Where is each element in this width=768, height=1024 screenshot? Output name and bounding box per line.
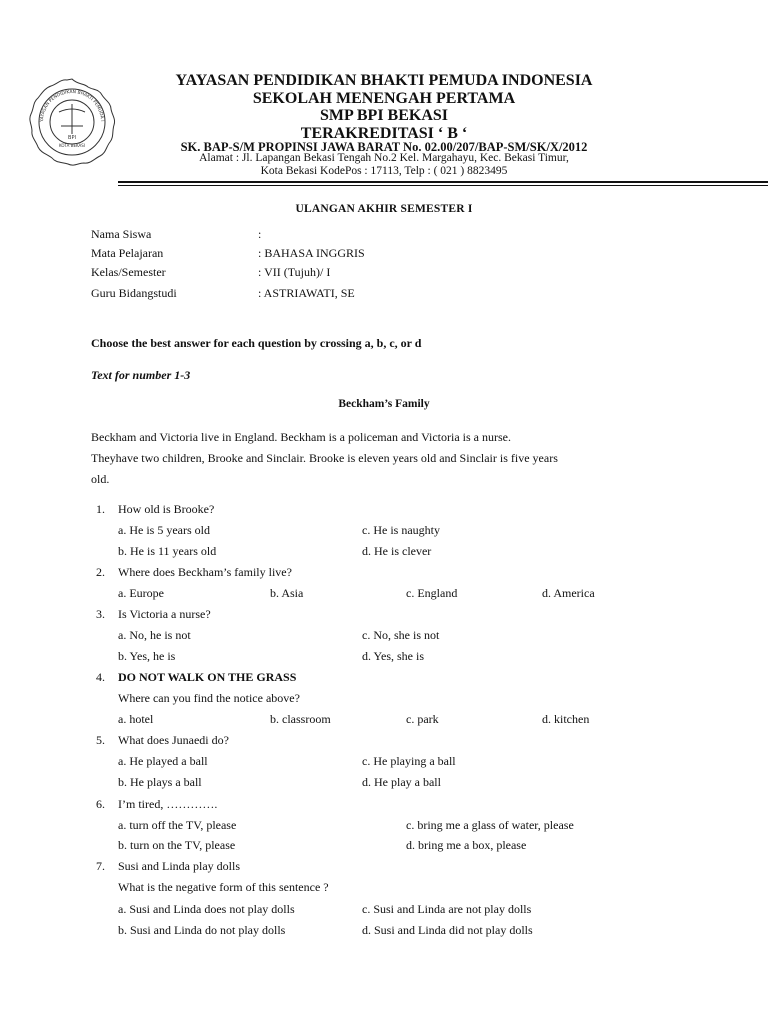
question-text: How old is Brooke? [118,502,215,516]
option-c: c. bring me a glass of water, please [406,818,574,832]
logo-arc-text: YAYASAN PENDIDIKAN BHAKTI PEMUDA I [39,89,105,123]
question-text: I’m tired, …………. [118,797,218,811]
option-d: d. bring me a box, please [406,838,527,852]
school-name: SMP BPI BEKASI [319,107,449,124]
instruction: Choose the best answer for each question by crossing a, b, c, or d [91,336,422,350]
question-number: 5. [96,733,105,747]
address-line-2: Kota Bekasi KodePos : 17113, Telp : ( 021 ) 8823495 [260,165,508,177]
option-a: a. No, he is not [118,628,191,642]
passage-title: Beckham’s Family [338,398,430,410]
accreditation: TERAKREDITASI ‘ B ‘ [300,125,468,142]
info-value-name: : [258,227,262,241]
address-line-1: Alamat : Jl. Lapangan Bekasi Tengah No.2 Kel. Margahayu, Kec. Bekasi Timur, [199,152,569,164]
option-d: d. Yes, she is [362,649,425,663]
option-b: b. He plays a ball [118,775,202,789]
exam-title: ULANGAN AKHIR SEMESTER I [295,203,473,215]
info-value-subject: : BAHASA INGGRIS [258,246,365,260]
option-d: d. kitchen [542,712,590,726]
option-b: b. turn on the TV, please [118,838,236,852]
school-logo [26,76,118,168]
option-c: c. No, she is not [362,628,440,642]
option-c: c. park [406,712,439,726]
info-value-class: : VII (Tujuh)/ I [258,265,331,279]
decree-number: SK. BAP-S/M PROPINSI JAWA BARAT No. 02.00/207/BAP-SM/SK/X/2012 [180,140,588,154]
option-b: b. Susi and Linda do not play dolls [118,923,286,937]
notice-text: DO NOT WALK ON THE GRASS [118,670,297,684]
option-c: c. He playing a ball [362,754,456,768]
question-text: Susi and Linda play dolls [118,859,240,873]
logo-city: KOTA BEKASI [59,143,85,148]
question-number: 3. [96,607,105,621]
option-b: b. Asia [270,586,304,600]
question-number: 7. [96,859,105,873]
option-a: a. Europe [118,586,164,600]
info-label-teacher: Guru Bidangstudi [91,286,177,300]
info-label-name: Nama Siswa [91,227,152,241]
text-for-label: Text for number 1-3 [91,368,191,382]
question-text: Is Victoria a nurse? [118,607,211,621]
question-number: 4. [96,670,105,684]
logo-sub: BPI [68,135,76,141]
option-a: a. He played a ball [118,754,208,768]
question-text: What does Junaedi do? [118,733,229,747]
option-c: c. He is naughty [362,523,440,537]
option-c: c. Susi and Linda are not play dolls [362,902,532,916]
question-text: Where does Beckham’s family live? [118,565,292,579]
question-subtext: What is the negative form of this sentence ? [118,880,329,894]
info-label-subject: Mata Pelajaran [91,246,164,260]
option-d: d. America [542,586,595,600]
passage-line-3: old. [91,472,110,486]
info-label-class: Kelas/Semester [91,265,166,279]
header-rule-thick [118,181,768,183]
option-a: a. He is 5 years old [118,523,210,537]
passage-line-2: Theyhave two children, Brooke and Sinclair. Brooke is eleven years old and Sinclair is five years [91,451,558,465]
option-d: d. Susi and Linda did not play dolls [362,923,533,937]
question-number: 1. [96,502,105,516]
school-level: SEKOLAH MENENGAH PERTAMA [252,90,516,107]
question-text: Where can you find the notice above? [118,691,300,705]
passage [91,427,691,490]
option-b: b. He is 11 years old [118,544,217,558]
question-number: 6. [96,797,105,811]
option-d: d. He play a ball [362,775,441,789]
option-b: b. Yes, he is [118,649,176,663]
option-a: a. turn off the TV, please [118,818,237,832]
info-value-teacher: : ASTRIAWATI, SE [258,286,355,300]
passage-line-1: Beckham and Victoria live in England. Beckham is a policeman and Victoria is a nurse. [91,430,511,444]
option-b: b. classroom [270,712,331,726]
header-rule-thin [118,185,768,186]
option-d: d. He is clever [362,544,432,558]
option-a: a. Susi and Linda does not play dolls [118,902,295,916]
option-a: a. hotel [118,712,154,726]
foundation-name: YAYASAN PENDIDIKAN BHAKTI PEMUDA INDONESIA [175,72,593,89]
question-number: 2. [96,565,105,579]
option-c: c. England [406,586,458,600]
